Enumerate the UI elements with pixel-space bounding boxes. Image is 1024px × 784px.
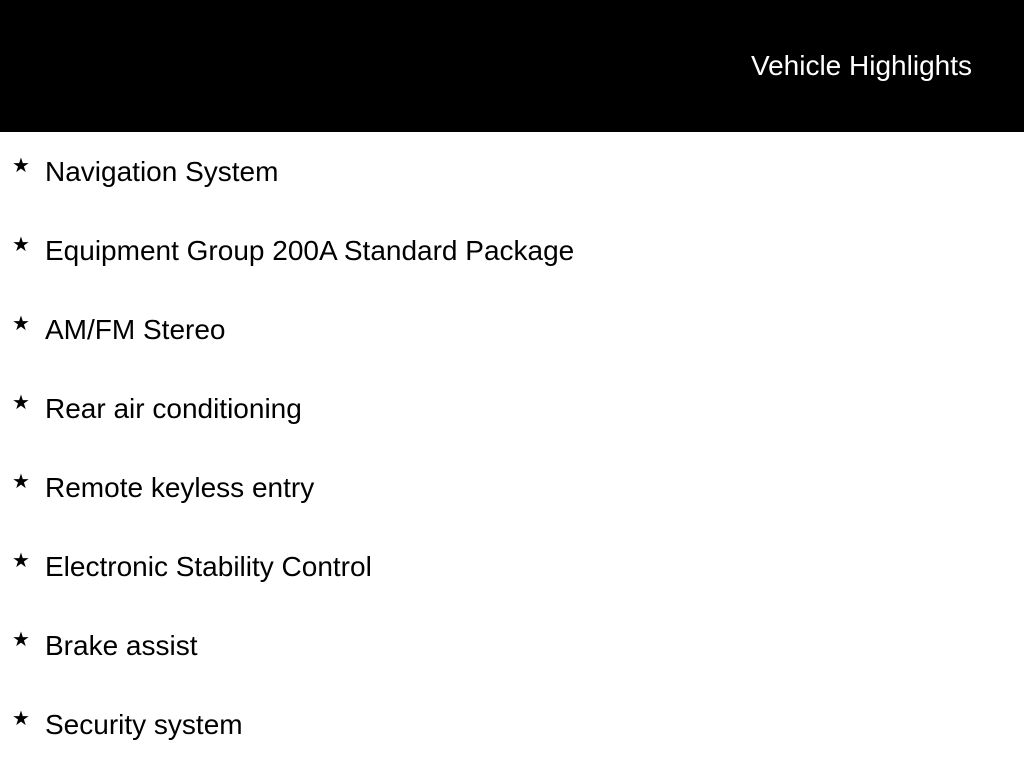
header-bar [0,0,1024,132]
highlight-label: Remote keyless entry [45,472,315,503]
list-item [0,705,1024,784]
star-icon: ★ [12,471,30,493]
list-item [0,389,1024,468]
star-icon: ★ [12,234,30,256]
list-item [0,310,1024,389]
highlight-label: Equipment Group 200A Standard Package [45,235,575,266]
page-title: Vehicle Highlights [750,50,972,81]
list-item [0,547,1024,626]
star-icon: ★ [12,708,30,730]
list-item [0,231,1024,310]
list-item [0,468,1024,547]
highlights-list [0,152,1024,784]
list-item [0,152,1024,231]
highlight-label: Rear air conditioning [45,393,302,424]
highlight-label: Electronic Stability Control [45,551,372,582]
highlight-label: Security system [45,709,243,740]
highlight-label: Navigation System [45,156,279,187]
star-icon: ★ [12,313,30,335]
highlight-label: AM/FM Stereo [45,314,226,345]
star-icon: ★ [12,550,30,572]
star-icon: ★ [12,392,30,414]
star-icon: ★ [12,155,30,177]
star-icon: ★ [12,629,30,651]
highlight-label: Brake assist [45,630,198,661]
list-item [0,626,1024,705]
